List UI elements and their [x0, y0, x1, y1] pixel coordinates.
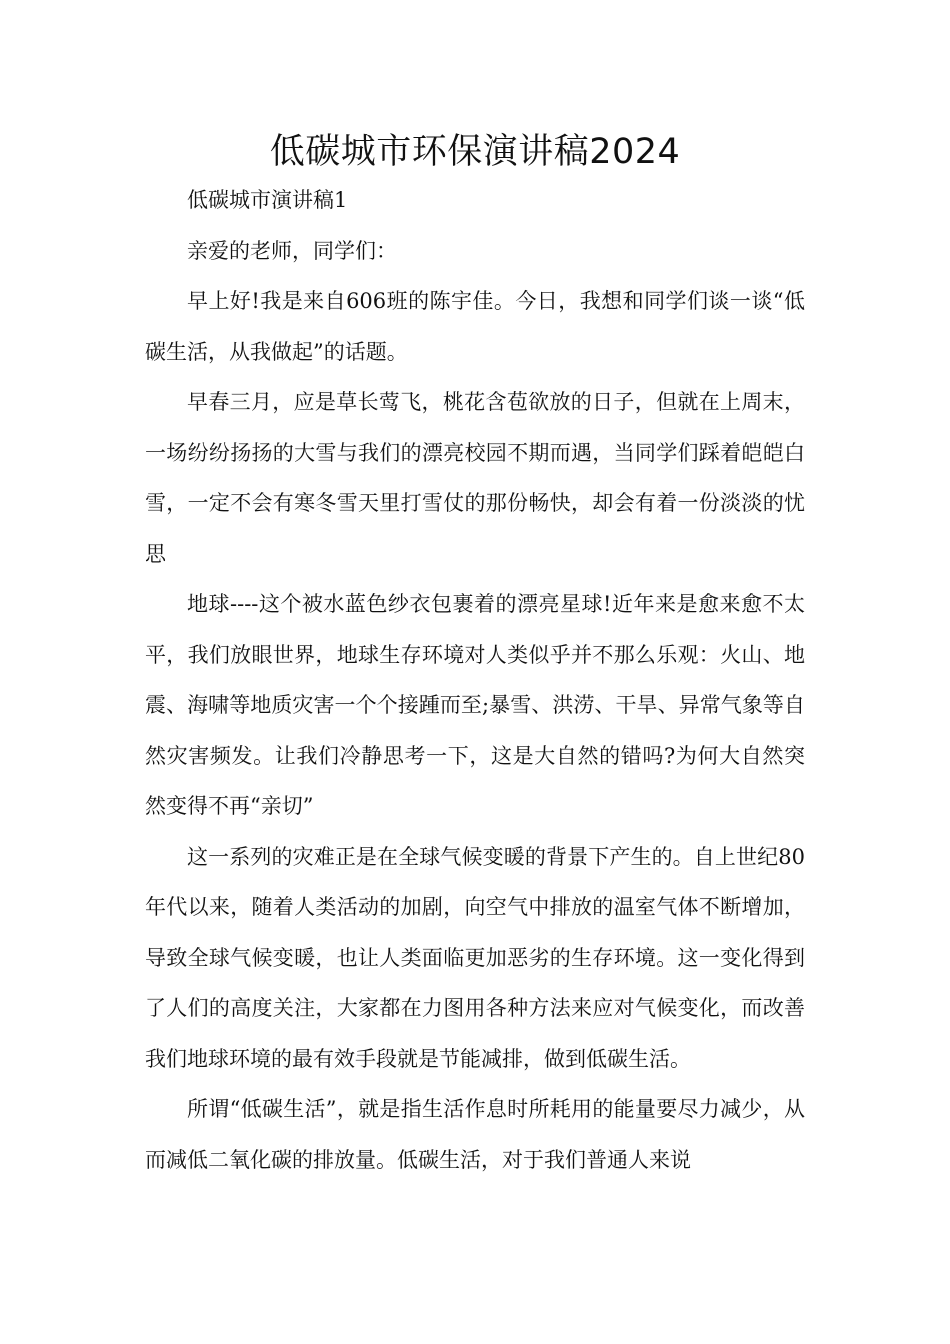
paragraph: 所谓“低碳生活”，就是指生活作息时所耗用的能量要尽力减少，从而减低二氧化碳的排放量。低碳生活，对于我们普通人来说 — [145, 1097, 805, 1172]
document-title: 低碳城市环保演讲稿2024 — [269, 132, 681, 172]
paragraph-salutation: 亲爱的老师，同学们： — [187, 238, 397, 263]
document-body — [145, 175, 805, 1185]
paragraph: 早上好!我是来自606班的陈宇佳。今日，我想和同学们谈一谈“低碳生活，从我做起”的话题。 — [145, 289, 805, 364]
paragraph-heading: 低碳城市演讲稿1 — [187, 188, 348, 212]
paragraph: 这一系列的灾难正是在全球气候变暖的背景下产生的。自上世纪80年代以来，随着人类活动的加剧，向空气中排放的温室气体不断增加，导致全球气候变暖，也让人类面临更加恶劣的生存环境。这一变化得到了人们的高度关注，大家都在力图用各种方法来应对气候变化，而改善我们地球环境的最有效手段就是节能减排，做到低碳生活。 — [145, 844, 805, 1071]
paragraph: 地球----这个被水蓝色纱衣包裹着的漂亮星球!近年来是愈来愈不太平，我们放眼世界，地球生存环境对人类似乎并不那么乐观：火山、地震、海啸等地质灾害一个个接踵而至;暴雪、洪涝、干旱、异常气象等自然灾害频发。让我们冷静思考一下，这是大自然的错吗?为何大自然突然变得不再“亲切” — [145, 592, 805, 818]
paragraph: 早春三月，应是草长莺飞，桃花含苞欲放的日子，但就在上周末，一场纷纷扬扬的大雪与我们的漂亮校园不期而遇，当同学们踩着皑皑白雪，一定不会有寒冬雪天里打雪仗的那份畅快，却会有着一份淡淡的忧思 — [145, 390, 805, 566]
